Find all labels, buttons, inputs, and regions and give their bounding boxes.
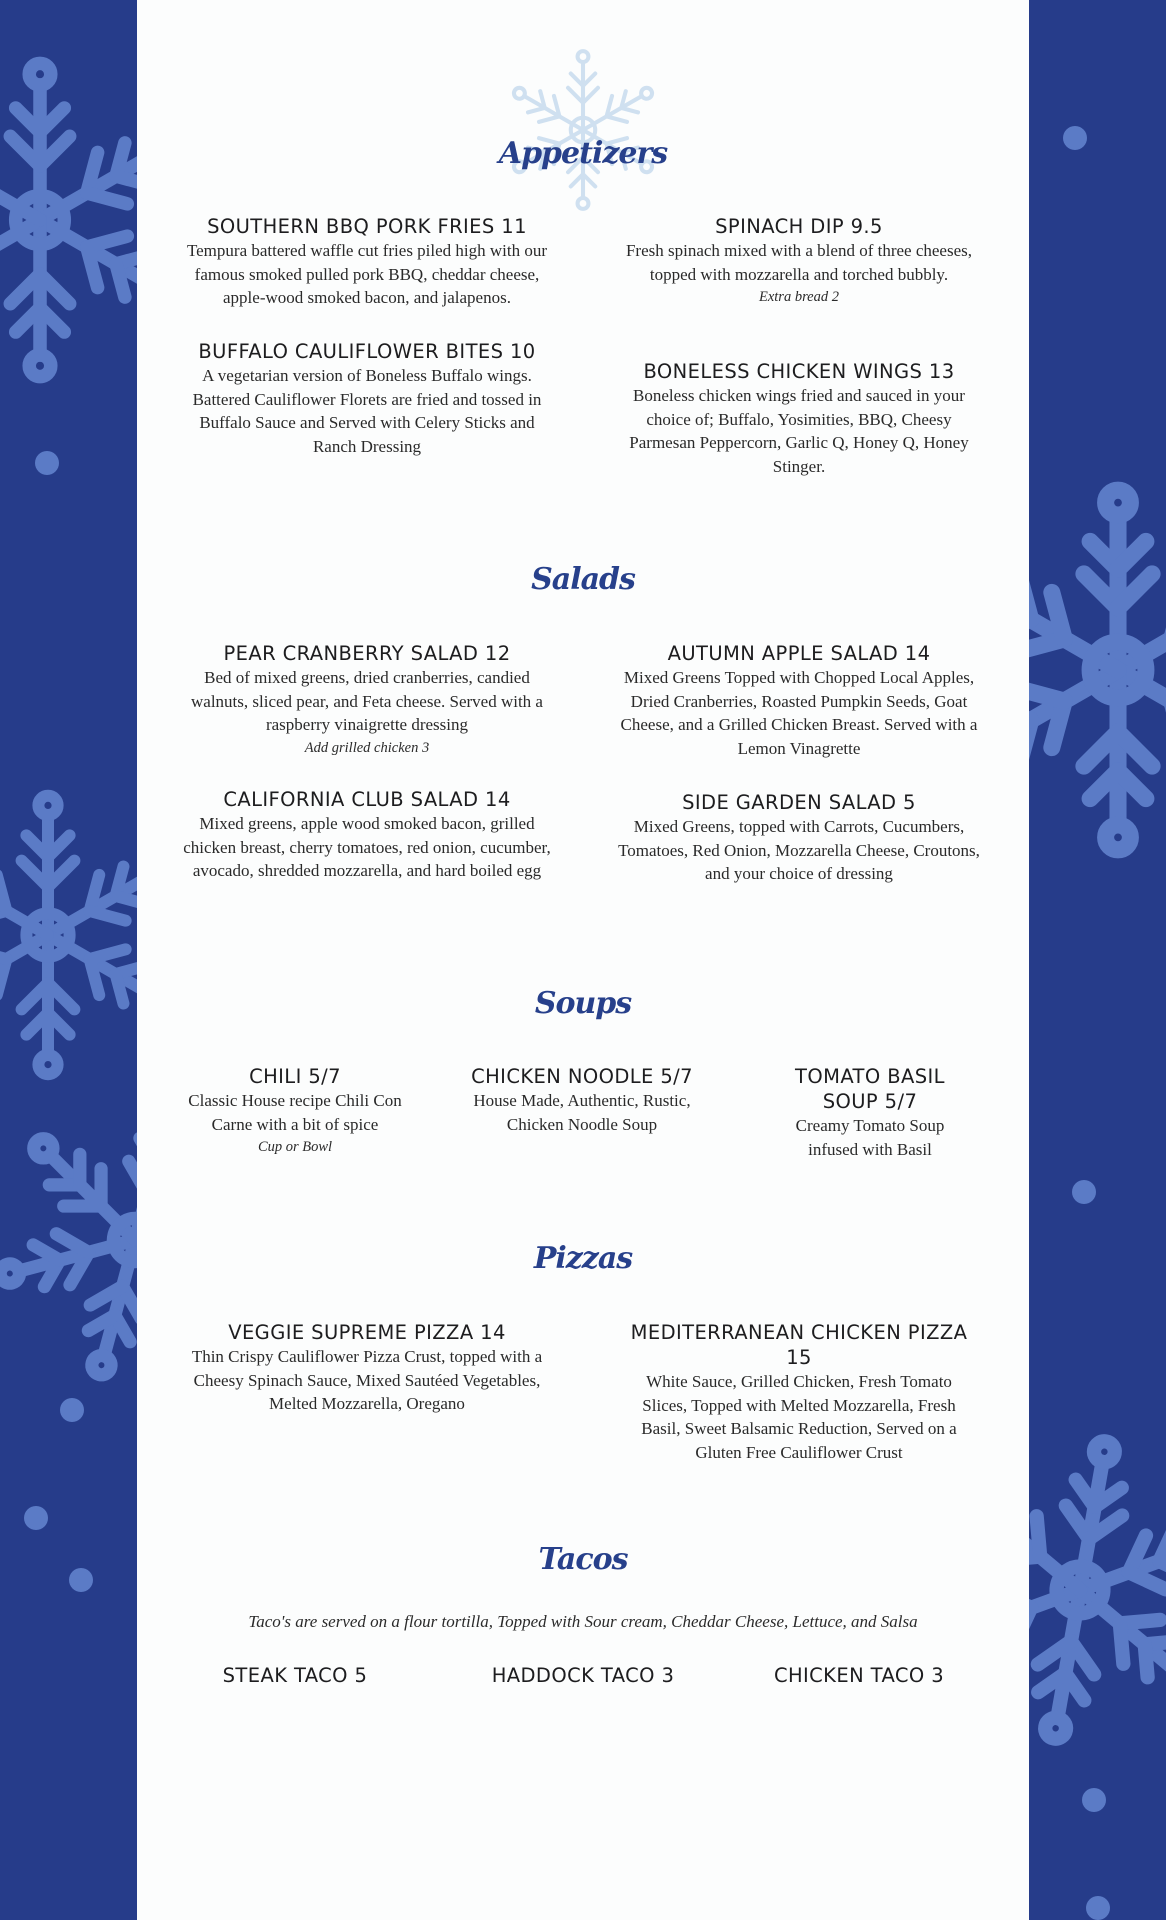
item-name: CALIFORNIA CLUB SALAD 14 xyxy=(223,788,511,811)
item-description: A vegetarian version of Boneless Buffalo wings. Battered Cauliflower Florets are fried and tossed in Buffalo Sauce and Served with Celery Sticks and Ranch Dressing xyxy=(192,366,542,456)
menu-item xyxy=(775,1064,965,1161)
menu-item xyxy=(610,641,988,760)
menu-item xyxy=(180,214,554,310)
menu-item xyxy=(628,1320,970,1464)
item-note: Cup or Bowl xyxy=(257,1139,333,1155)
item-description: Creamy Tomato Soup infused with Basil xyxy=(795,1116,945,1159)
item-description: Tempura battered waffle cut fries piled high with our famous smoked pulled pork BBQ, cheddar cheese, apple-wood smoked bacon, and jalapenos. xyxy=(186,241,548,307)
menu-item xyxy=(183,787,551,883)
taco-item: HADDOCK TACO 3 xyxy=(491,1664,675,1687)
menu-item xyxy=(618,790,980,886)
section-title-soups: Soups xyxy=(534,986,632,1021)
item-name: VEGGIE SUPREME PIZZA 14 xyxy=(228,1321,506,1344)
item-description: Mixed Greens, topped with Carrots, Cucumbers, Tomatoes, Red Onion, Mozzarella Cheese, Croutons, and your choice of dressing xyxy=(618,817,980,883)
item-note: Add grilled chicken 3 xyxy=(304,739,430,756)
menu-item xyxy=(470,1064,694,1136)
menu-item xyxy=(180,641,554,759)
menu-item xyxy=(610,214,988,308)
item-name: SOUTHERN BBQ PORK FRIES 11 xyxy=(207,215,527,238)
item-name: TOMATO BASIL SOUP 5/7 xyxy=(795,1065,945,1113)
item-description: Mixed greens, apple wood smoked bacon, grilled chicken breast, cherry tomatoes, red onion, cucumber, avocado, shredded mozzarella, and hard boiled egg xyxy=(183,814,551,880)
item-description: Classic House recipe Chili Con Carne with a bit of spice xyxy=(188,1091,402,1134)
menu-item xyxy=(185,1064,405,1158)
taco-item: CHICKEN TACO 3 xyxy=(773,1664,945,1687)
section-title-pizzas: Pizzas xyxy=(533,1241,633,1276)
tacos-note: Taco's are served on a flour tortilla, Topped with Sour cream, Cheddar Cheese, Lettuce, and Salsa xyxy=(248,1612,918,1631)
item-description: White Sauce, Grilled Chicken, Fresh Tomato Slices, Topped with Melted Mozzarella, Fresh Basil, Sweet Balsamic Reduction, Served on a Gluten Free Cauliflower Crust xyxy=(641,1372,957,1462)
snowflake-icon xyxy=(493,40,673,220)
item-name: AUTUMN APPLE SALAD 14 xyxy=(667,642,931,665)
item-description: Fresh spinach mixed with a blend of three cheeses, topped with mozzarella and torched bubbly. xyxy=(625,241,973,284)
menu-item xyxy=(618,359,980,478)
item-name: PEAR CRANBERRY SALAD 12 xyxy=(223,642,511,665)
item-name: CHILI 5/7 xyxy=(249,1065,341,1088)
item-description: Mixed Greens Topped with Chopped Local Apples, Dried Cranberries, Roasted Pumpkin Seeds, Goat Cheese, and a Grilled Chicken Breast. Served with a Lemon Vinagrette xyxy=(620,668,978,758)
section-title-appetizers: Appetizers xyxy=(498,136,668,171)
item-name: SPINACH DIP 9.5 xyxy=(715,215,883,238)
item-description: Bed of mixed greens, dried cranberries, candied walnuts, sliced pear, and Feta cheese. Served with a raspberry vinaigrette dressing xyxy=(191,668,543,734)
menu-item xyxy=(190,1320,544,1416)
item-name: SIDE GARDEN SALAD 5 xyxy=(682,791,916,814)
item-note: Extra bread 2 xyxy=(758,289,839,305)
item-description: Thin Crispy Cauliflower Pizza Crust, topped with a Cheesy Spinach Sauce, Mixed Sautéed Vegetables, Melted Mozzarella, Oregano xyxy=(191,1347,543,1413)
item-name: CHICKEN NOODLE 5/7 xyxy=(471,1065,693,1088)
section-title-salads: Salads xyxy=(531,562,635,597)
section-title-tacos: Tacos xyxy=(538,1542,628,1577)
item-description: House Made, Authentic, Rustic, Chicken Noodle Soup xyxy=(473,1091,691,1134)
item-description: Boneless chicken wings fried and sauced in your choice of; Buffalo, Yosimities, BBQ, Cheesy Parmesan Peppercorn, Garlic Q, Honey Q, Honey Stinger. xyxy=(629,386,969,476)
item-name: BUFFALO CAULIFLOWER BITES 10 xyxy=(198,340,536,363)
item-name: BONELESS CHICKEN WINGS 13 xyxy=(643,360,955,383)
item-name: MEDITERRANEAN CHICKEN PIZZA 15 xyxy=(630,1321,968,1369)
menu-item xyxy=(188,339,546,458)
taco-item: STEAK TACO 5 xyxy=(222,1664,368,1687)
